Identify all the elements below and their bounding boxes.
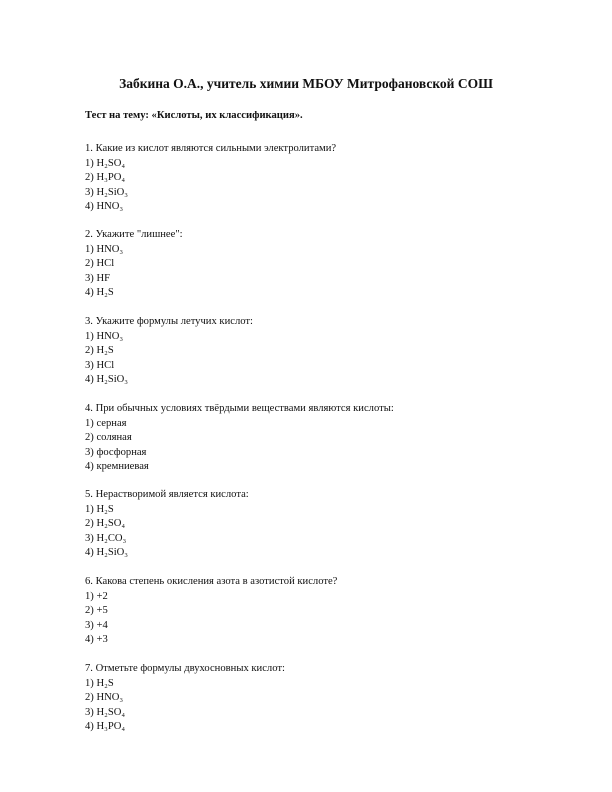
question-text: 4. При обычных условиях твёрдыми веществами являются кислоты: — [85, 403, 394, 414]
question-2 — [85, 228, 565, 301]
answer-option: 4) H₃PO₄ — [85, 721, 126, 733]
question-1 — [85, 142, 565, 215]
answer-option: 4) HNO₃ — [85, 201, 124, 213]
test-subtitle: Тест на тему: «Кислоты, их классификация». — [85, 110, 303, 121]
question-6 — [85, 575, 565, 648]
answer-option: 3) H₂SO₄ — [85, 706, 126, 718]
answer-option: 2) соляная — [85, 432, 132, 444]
question-text: 7. Отметьте формулы двухосновных кислот: — [85, 663, 285, 674]
question-text: 6. Какова степень окисления азота в азотистой кислоте? — [85, 576, 338, 587]
answer-option: 3) +4 — [85, 619, 108, 631]
question-4 — [85, 402, 565, 475]
question-text: 3. Укажите формулы летучих кислот: — [85, 316, 253, 327]
answer-option: 1) +2 — [85, 590, 108, 602]
question-text: 2. Укажите "лишнее": — [85, 229, 183, 240]
answer-option: 1) HNO₃ — [85, 330, 124, 342]
answer-option: 3) H₂CO₃ — [85, 532, 127, 544]
answer-option: 3) фосфорная — [85, 446, 147, 458]
question-text: 1. Какие из кислот являются сильными электролитами? — [85, 143, 337, 154]
answer-option: 3) H₂SiO₃ — [85, 186, 128, 198]
answer-option: 3) HCl — [85, 359, 115, 371]
answer-option: 1) HNO₃ — [85, 243, 124, 255]
answer-option: 2) H₂SO₄ — [85, 518, 126, 530]
answer-option: 1) H₂SO₄ — [85, 157, 126, 169]
question-7 — [85, 662, 565, 735]
page-title: Забкина О.А., учитель химии МБОУ Митрофановской СОШ — [119, 76, 493, 91]
question-5 — [85, 488, 565, 561]
answer-option: 4) H₂S — [85, 287, 114, 299]
answer-option: 2) +5 — [85, 605, 108, 617]
answer-option: 3) HF — [85, 272, 111, 284]
answer-option: 2) H₃PO₄ — [85, 172, 126, 184]
question-3 — [85, 315, 565, 388]
answer-option: 1) серная — [85, 417, 127, 429]
answer-option: 4) H₂SiO₃ — [85, 374, 128, 386]
answer-option: 4) H₂SiO₃ — [85, 547, 128, 559]
answer-option: 1) H₂S — [85, 503, 114, 515]
answer-option: 2) HNO₃ — [85, 692, 124, 704]
answer-option: 2) H₂S — [85, 345, 114, 357]
question-text: 5. Нерастворимой является кислота: — [85, 489, 249, 500]
answer-option: 1) H₂S — [85, 677, 114, 689]
answer-option: 4) +3 — [85, 634, 108, 646]
answer-option: 2) HCl — [85, 258, 115, 270]
answer-option: 4) кремниевая — [85, 461, 149, 473]
